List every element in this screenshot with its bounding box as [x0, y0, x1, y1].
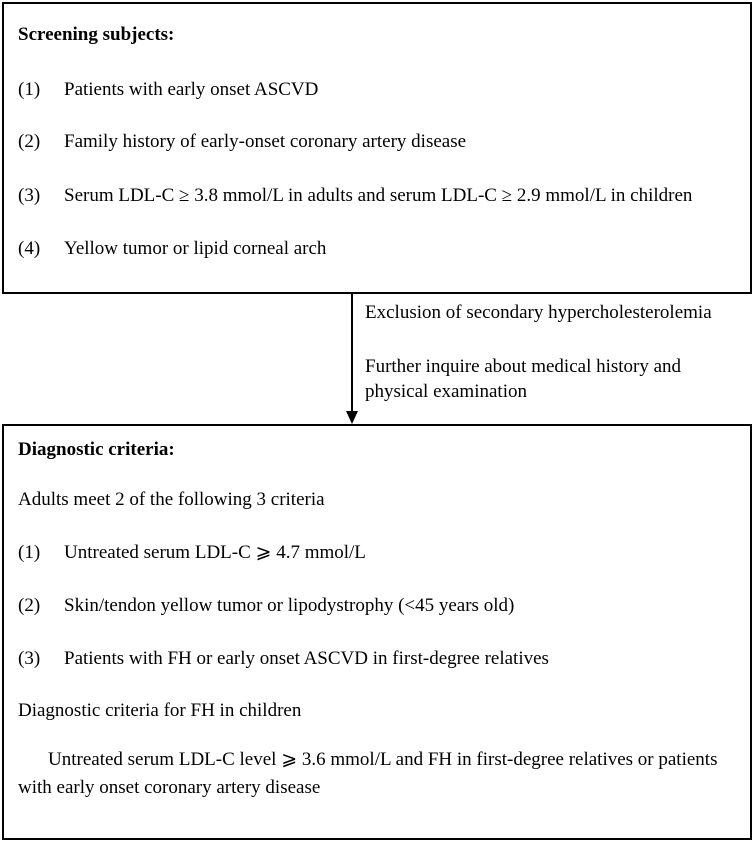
screening-heading: Screening subjects: — [18, 24, 175, 45]
diagnostic-item — [18, 648, 549, 670]
diagnostic-heading: Diagnostic criteria: — [18, 439, 175, 460]
inquiry-note-line2: physical examination — [365, 381, 527, 402]
flow-arrow-head — [346, 411, 358, 424]
screening-item-text: Serum LDL-C ≥ 3.8 mmol/L in adults and serum LDL-C ≥ 2.9 mmol/L in children — [64, 185, 693, 206]
exclusion-note: Exclusion of secondary hypercholesterolemia — [365, 302, 712, 323]
diagnostic-item — [18, 595, 514, 617]
screening-item-number: (2) — [18, 131, 41, 152]
screening-item-number: (1) — [18, 79, 41, 100]
diagnostic-item-number: (2) — [18, 595, 41, 616]
screening-item — [18, 185, 692, 207]
inquiry-note-line1: Further inquire about medical history and — [365, 356, 682, 377]
screening-item-number: (4) — [18, 238, 41, 259]
children-intro: Diagnostic criteria for FH in children — [18, 700, 302, 721]
screening-item-number: (3) — [18, 185, 41, 206]
diagnostic-item — [18, 542, 366, 564]
diagnostic-item-text: Patients with FH or early onset ASCVD in first-degree relatives — [64, 648, 549, 669]
diagnostic-item-text: Skin/tendon yellow tumor or lipodystrophy (<45 years old) — [64, 595, 515, 616]
children-criteria-text: Untreated serum LDL-C level ⩾ 3.6 mmol/L and FH in first-degree relatives or patients with early onset coronary artery disease — [18, 749, 718, 798]
screening-box — [2, 2, 752, 294]
screening-item-text: Patients with early onset ASCVD — [64, 79, 319, 100]
screening-item — [18, 131, 466, 153]
screening-item — [18, 79, 318, 101]
diagnostic-item-number: (3) — [18, 648, 41, 669]
screening-item-text: Family history of early-onset coronary artery disease — [64, 131, 467, 152]
screening-item — [18, 238, 326, 260]
diagnostic-item-text: Untreated serum LDL-C ⩾ 4.7 mmol/L — [64, 542, 366, 563]
adults-intro: Adults meet 2 of the following 3 criteria — [18, 489, 325, 510]
diagnostic-item-number: (1) — [18, 542, 41, 563]
diagnostic-box — [2, 424, 752, 840]
screening-item-text: Yellow tumor or lipid corneal arch — [64, 238, 327, 259]
